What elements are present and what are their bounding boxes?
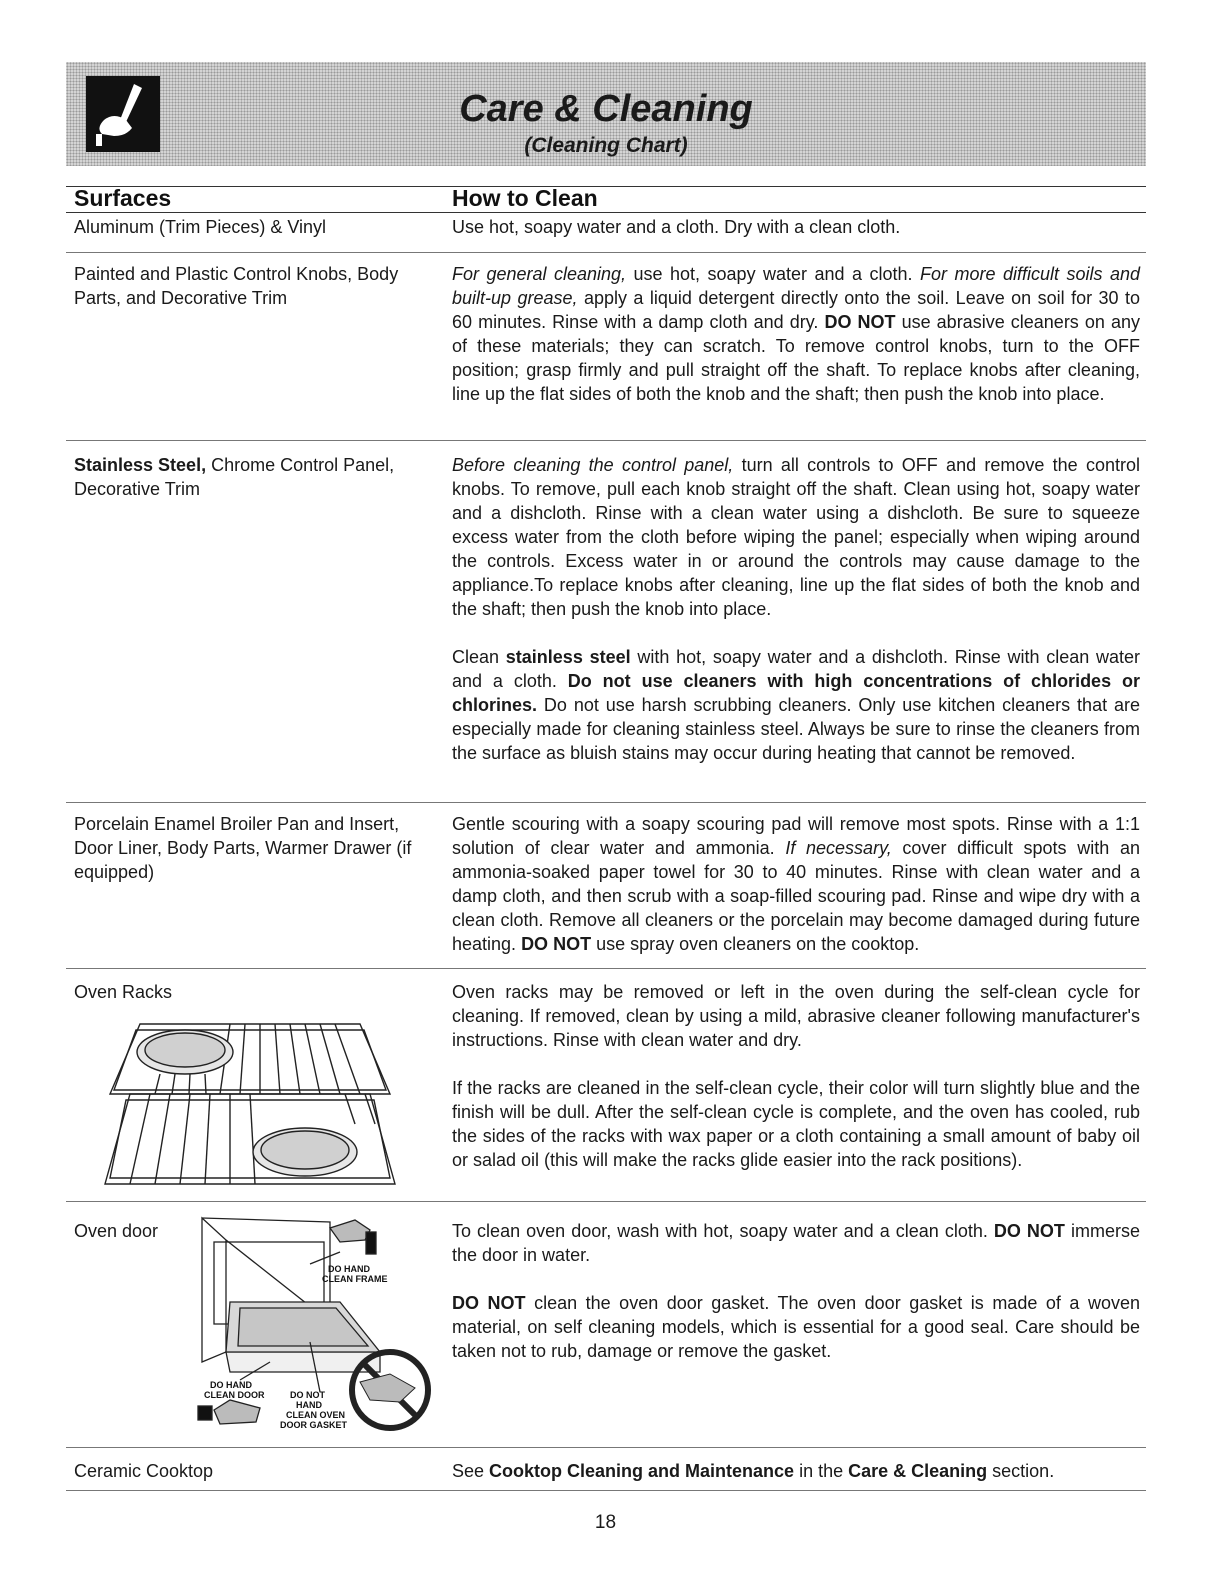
text: turn all controls to OFF and remove the control knobs. To remove, pull each knob straight off the shaft. Clean using hot, soapy water and a dishcloth. Rinse with a clean water using a dishcloth. Be sure to squeeze excess water from the cloth before wiping the panel; especially when wiping around the controls. Excess water in or around the controls may cause damage to the appliance.To replace knobs after cleaning, line up the flat sides of both the knob and the shaft; then push the knob into place. [452,455,1140,619]
text: Chrome Control Panel, Decorative Trim [74,455,395,499]
row-divider [66,1447,1146,1448]
text: Clean [452,647,506,667]
text: See [452,1461,490,1481]
frame-label: CLEAN FRAME [322,1274,388,1284]
text-italic: For more difficult soils and built-up grease, [452,264,1141,308]
row-divider [66,1490,1146,1491]
text: apply a liquid detergent directly onto the soil. Leave on soil for 30 to 60 minutes. Rinse with a damp cloth and dry. [452,288,1140,332]
text: clean the oven door gasket. The oven door gasket is made of a woven material, on self cleaning models, which is essential for a good seal. Care should be taken not to rub, damage or remove the gasket. [452,1293,1140,1361]
paragraph [452,1291,1140,1363]
how-stainless [452,453,1140,765]
gasket-label: DO NOT [290,1390,325,1400]
how-ceramic [452,1459,1140,1483]
header-banner [66,62,1146,166]
text: Do not use harsh scrubbing cleaners. Only use kitchen cleaners that are especially made for cleaning stainless steel. Always be sure to rinse the cleaners from the surface as bluish stains may occur during heating that cannot be removed. [452,695,1140,763]
row-divider [66,968,1146,969]
text: cover difficult spots with an ammonia-soaked paper towel for 30 to 40 minutes. Rinse with clean water and a damp cloth, and then scrub with a soap-filled scouring pad. Rinse and wipe dry with a clean cloth. Remove all cleaners or the porcelain may become damaged during future heating. [452,838,1140,954]
text: To clean oven door, wash with hot, soapy water and a clean cloth. [452,1221,994,1241]
text-italic: Before cleaning the control panel, [452,455,734,475]
how-door [452,1219,1140,1363]
text-bold: Do not use cleaners with high concentrations of chlorides or chlorines. [452,671,1140,715]
how-aluminum: Use hot, soapy water and a cloth. Dry with a clean cloth. [452,217,901,237]
door-label: CLEAN DOOR [204,1390,265,1400]
row-divider [66,252,1146,253]
text: in the [794,1461,849,1481]
gasket-label: DOOR GASKET [280,1420,348,1430]
text-bold: DO NOT [452,1293,526,1313]
text: section. [987,1461,1055,1481]
gasket-label: HAND [296,1400,322,1410]
frame-label: DO HAND [328,1264,370,1274]
paragraph: Oven racks may be removed or left in the oven during the self-clean cycle for cleaning. If removed, clean by using a mild, abrasive cleaner following manufacturer's instructions. Rinse with clean water and dry. [452,982,1140,1050]
gasket-label: CLEAN OVEN [286,1410,346,1420]
paragraph [452,1219,1140,1267]
text: with hot, soapy water and a dishcloth. Rinse with clean water and a cloth. [452,647,1141,691]
text-bold: Care & Cleaning [848,1461,988,1481]
text-bold: stainless steel [505,647,631,667]
paragraph: If the racks are cleaned in the self-clean cycle, their color will turn slightly blue and the finish will be dull. After the self-clean cycle is complete, and the oven has cooled, rub the sides of the racks with wax paper or a cloth containing a small amount of baby oil or salad oil (this will make the racks glide easier into the rack positions). [452,1078,1140,1170]
text: use spray oven cleaners on the cooktop. [591,934,920,954]
page-subtitle: (Cleaning Chart) [524,134,688,157]
row-divider [66,802,1146,803]
paragraph [452,453,1140,621]
surface-ceramic: Ceramic Cooktop [74,1461,214,1481]
surface-racks: Oven Racks [74,982,173,1002]
text: immerse the door in water. [452,1221,1140,1265]
text-bold: DO NOT [521,934,592,954]
text-italic: For general cleaning, [452,264,627,284]
surface-porcelain: Porcelain Enamel Broiler Pan and Insert, Door Liner, Body Parts, Warmer Drawer (if equipped) [74,814,412,882]
surface-stainless [74,453,434,501]
header-top-rule [66,186,1146,187]
text: Gentle scouring with a soapy scouring pad will remove most spots. Rinse with a 1:1 solution of clear water and ammonia. [452,814,1140,858]
door-label: DO HAND [210,1380,252,1390]
how-to-clean-header: How to Clean [452,185,598,211]
text-bold: DO NOT [993,1221,1065,1241]
text-bold: Stainless Steel, [74,455,207,475]
row-divider [66,1201,1146,1202]
how-racks [452,980,1140,1172]
surfaces-header: Surfaces [74,185,172,211]
header-bottom-rule [66,212,1146,213]
text-bold: DO NOT [824,312,896,332]
surface-door: Oven door [74,1221,159,1241]
oven-racks-illustration [100,1014,400,1199]
page-title: Care & Cleaning [459,88,753,130]
row-divider [66,440,1146,441]
surface-aluminum: Aluminum (Trim Pieces) & Vinyl [74,217,327,237]
paragraph [452,645,1140,765]
text-italic: If necessary, [785,838,892,858]
text: use abrasive cleaners on any of these materials; they can scratch. To remove control knobs, turn to the OFF position; grasp firmly and pull straight off the shaft. To replace knobs after cleaning, line up the flat sides of both the knob and the shaft; then push the knob into place. [452,312,1140,404]
text: use hot, soapy water and a cloth. [626,264,921,284]
oven-door-illustration [190,1212,440,1443]
surface-painted: Painted and Plastic Control Knobs, Body Parts, and Decorative Trim [74,264,399,308]
how-porcelain [452,812,1140,956]
page-number: 18 [594,1512,617,1533]
how-painted [452,262,1140,406]
text-bold: Cooktop Cleaning and Maintenance [489,1461,795,1481]
